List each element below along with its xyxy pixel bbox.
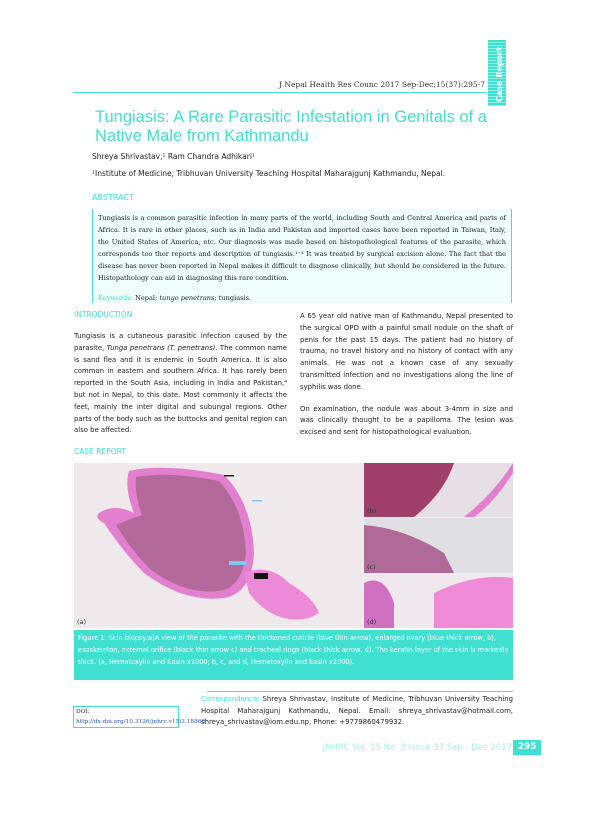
abstract-heading: ABSTRACT <box>92 193 134 202</box>
authors: Shreya Shrivastav,¹ Ram Chandra Adhikari¹ <box>92 152 255 161</box>
case-report-heading: CASE REPORT <box>74 447 126 456</box>
section-tab-label: Case Report <box>495 47 504 102</box>
keyword-italic: tungo penetrans <box>159 294 215 302</box>
case-history-paragraph: A 65 year old native man of Kathmandu, Nepal presented to the surgical OPD with a painful small nodule on the shaft of penis for the past 15 days. The patient had no history of trauma, no travel history and no history of contact with any animals. He was not a known case of any sexually transmitted infection and no investigations along the line of syphilis was done. <box>300 312 513 391</box>
blue-thick-arrow <box>229 561 247 565</box>
doi-label: DOI: <box>76 709 90 715</box>
correspondence-text: Shreya Shrivastav, Institute of Medicine, Tribhuvan University Teaching Hospital Maharajgunj Kathmandu, Nepal. Email: shreya_shrivastav@hotmail.com, shreya_shrivastav@iom.edu.np, Phone: +9779860479932. <box>201 695 513 726</box>
correspondence-divider <box>207 691 513 692</box>
doi-box <box>73 706 206 728</box>
examination-paragraph: On examination, the nodule was about 3-4mm in size and was clinically thought to be a papilloma. The lesion was excised and sent for histopathological evaluation. <box>300 404 513 437</box>
journal-reference: J Nepal Health Res Counc 2017 Sep-Dec;15(37):295-7 <box>279 80 485 89</box>
affiliation: ¹Institute of Medicine, Tribhuvan University Teaching Hospital Maharajgunj Kathmandu, Nepal. <box>92 169 446 178</box>
right-column <box>300 311 513 439</box>
intro-italic: Tunga penetrans (T. penetrans) <box>106 343 216 352</box>
black-thick-arrow <box>254 573 268 579</box>
histology-image <box>74 463 513 628</box>
correspondence-label: Correspondence: <box>201 695 260 703</box>
figure-caption: Figure 1. Skin biopsy:a)A view of the parasite with the thickened cuticle (blue thin arrow), enlarged ovary (blue thick arrow, b), exoskeleton, external orifice (black thin arrow c) and tracheal rings (black thick arrow, d). The keratin layer of the skin is markedly thick. (a, Hematoxylin and Eosin x1000; b, c, and d, Hematoxylin and Eosin x2000). <box>74 630 513 680</box>
panel-label-c: (c) <box>367 563 376 571</box>
correspondence <box>201 694 513 729</box>
black-thin-arrow <box>224 475 234 477</box>
header-divider <box>73 92 487 93</box>
article-title: Tungiasis: A Rare Parasitic Infestation in Genitals of a Native Male from Kathmandu <box>95 108 487 145</box>
panel-label-b: (b) <box>367 507 377 515</box>
keywords-label: Keywords: <box>98 294 133 302</box>
doi-link[interactable]: http://dx.doi.org/10.3126/jnhrc.v15i3.18860 <box>76 718 206 725</box>
abstract-text: Tungiasis is a common parasitic infection in many parts of the world, including South and Central America and parts of Africa. It is rare in other places, such as in India and Pakistan and imported cases have been reported in Taiwan, Italy, the United States of America, etc. Our diagnosis was made based on histopathological features of the parasite, which corresponds too ther reports and description of tungiasis.¹⁻³ It was treated by surgical excision alone. The fact that the disease has never been reported in Nepal makes it difficult to diagnose clinically, but should be considered in the future. Histopathology can aid in diagnosing this rare condition. <box>98 214 506 282</box>
figure-histology <box>74 463 513 628</box>
introduction-paragraph <box>74 331 287 437</box>
intro-text: Tungiasis is a cutaneous parasitic infection caused by the parasite, <box>74 332 287 352</box>
introduction-heading: INTRODUCTION <box>74 310 133 319</box>
keyword-text-end: ; tungiasis. <box>214 294 252 302</box>
keyword-text: Nepal; <box>135 294 160 302</box>
panel-label-a: (a) <box>77 618 87 626</box>
abstract-box <box>92 209 512 303</box>
blue-thin-arrow <box>252 500 262 502</box>
footer-issue: JNHRC Vol. 15 No. 3 Issue 37 Sep - Dec 2017 <box>322 743 512 753</box>
keywords <box>98 292 506 304</box>
panel-label-d: (d) <box>367 618 377 626</box>
page-number: 295 <box>513 740 541 755</box>
section-tab <box>488 40 506 106</box>
intro-text-2: . The common name is sand flea and it is endemic in South America. It is also common in eastern and southern Africa. It has rarely been reported in the South Asia, including in India and Pakistan,⁴ but not in Nepal, to this date. Most commonly it affects the feet, mainly the inter digital and subungal regions. Other parts of the body such as the buttocks and genital region can also be affected. <box>74 343 287 435</box>
